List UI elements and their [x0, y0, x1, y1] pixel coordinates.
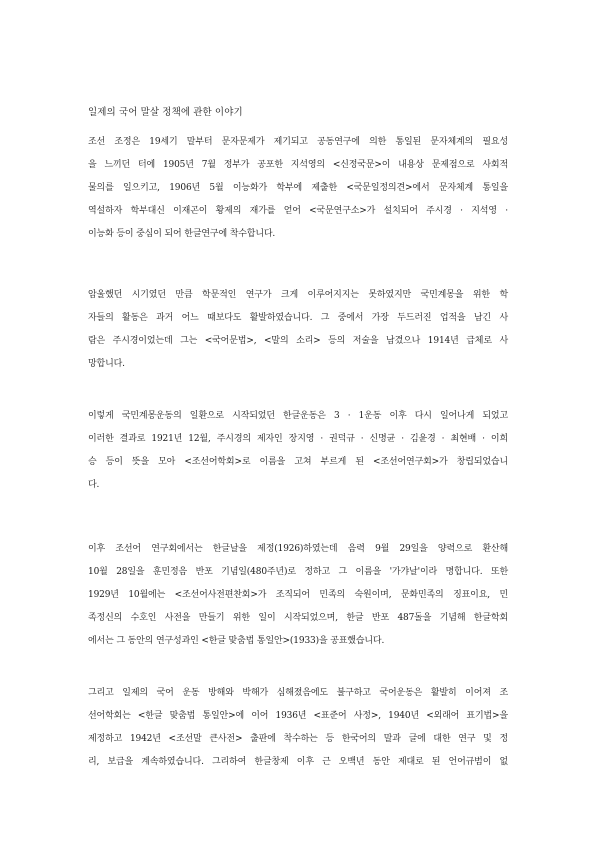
text-line: 이렇게 국민계몽운동의 일환으로 시작되었던 한글운동은 3 · 1운동 이후 다시 일어나게 되었고	[88, 411, 508, 421]
text-line: 이후 조선어 연구회에서는 한글날을 제정(1926)하였는데 음력 9월 29일을 양력으로 환산해	[88, 544, 508, 554]
text-line: 족정신의 수호인 사전을 만들기 위한 일이 시작되었으며, 한글 반포 487돌을 기념해 한글학회	[88, 613, 508, 623]
text-line: 망합니다.	[88, 359, 125, 369]
text-line: 이러한 결과로 1921년 12월, 주시경의 제자인 장지영 · 권덕규 · 신명균 · 김윤경 · 최현배 · 이희	[88, 434, 508, 444]
text-line: 10월 28일을 훈민정음 반포 기념일(480주년)로 정하고 그 이름을 '가갸날'이라 명합니다. 또한	[88, 567, 508, 577]
text-line: 을 느끼던 터에 1905년 7월 정부가 공포한 지석영의 <신정국문>이 내용상 문제점으로 사회적	[88, 160, 508, 170]
text-line: 리, 보급을 계속하였습니다. 그리하여 한글창제 이후 근 오백년 동안 제대로 된 언어규범이 없	[88, 757, 508, 767]
paragraph-2	[88, 284, 508, 376]
text-line: 물의를 일으키고, 1906년 5월 이능화가 학부에 제출한 <국문일정의견>에서 문자체계 통일을	[88, 183, 508, 193]
text-line: 그리고 일제의 국어 운동 방해와 박해가 심해졌음에도 불구하고 국어운동은 활발히 이어져 조	[88, 688, 508, 698]
text-line: 제정하고 1942년 <조선말 큰사전> 출판에 착수하는 등 한국어의 말과 글에 대한 연구 및 정	[88, 734, 508, 744]
text-line: 역설하자 학부대신 이재곤이 황제의 재가를 얻어 <국문연구소>가 설치되어 주시경 · 지석영 ·	[88, 206, 508, 216]
paragraph-4	[88, 538, 508, 653]
paragraph-5	[88, 682, 508, 774]
text-line: 다.	[88, 480, 100, 490]
text-line: 선어학회는 <한글 맞춤법 통일안>에 이어 1936년 <표준어 사정>, 1940년 <외래어 표기법>을	[88, 711, 508, 721]
text-line: 조선 조정은 19세기 말부터 문자문제가 제기되고 공동연구에 의한 통일된 문자체계의 필요성	[88, 137, 508, 147]
text-line: 에서는 그 동안의 연구성과인 <한글 맞춤법 통일안>(1933)을 공표했습니다.	[88, 636, 385, 646]
text-line: 암울했던 시기였던 만큼 학문적인 연구가 크게 이루어지지는 못하였지만 국민계몽을 위한 학	[88, 290, 508, 300]
text-line: 람은 주시경이었는데 그는 <국어문법>, <말의 소리> 등의 저술을 남겼으나 1914년 급체로 사	[88, 336, 508, 346]
text-line: 이능화 등이 중심이 되어 한글연구에 착수합니다.	[88, 229, 276, 239]
text-line: 승 등이 뜻을 모아 <조선어학회>로 이름을 고쳐 부르게 된 <조선어연구회>가 창립되었습니	[88, 457, 508, 467]
document-title: 일제의 국어 말살 정책에 관한 이야기	[88, 107, 243, 118]
paragraph-3	[88, 405, 508, 497]
paragraph-1	[88, 131, 508, 246]
text-line: 1929년 10월에는 <조선어사전편찬회>가 조직되어 민족의 숙원이며, 문화민족의 징표이요, 민	[88, 590, 508, 600]
text-line: 자들의 활동은 과거 어느 때보다도 활발하였습니다. 그 중에서 가장 두드러진 업적을 남긴 사	[88, 313, 508, 323]
